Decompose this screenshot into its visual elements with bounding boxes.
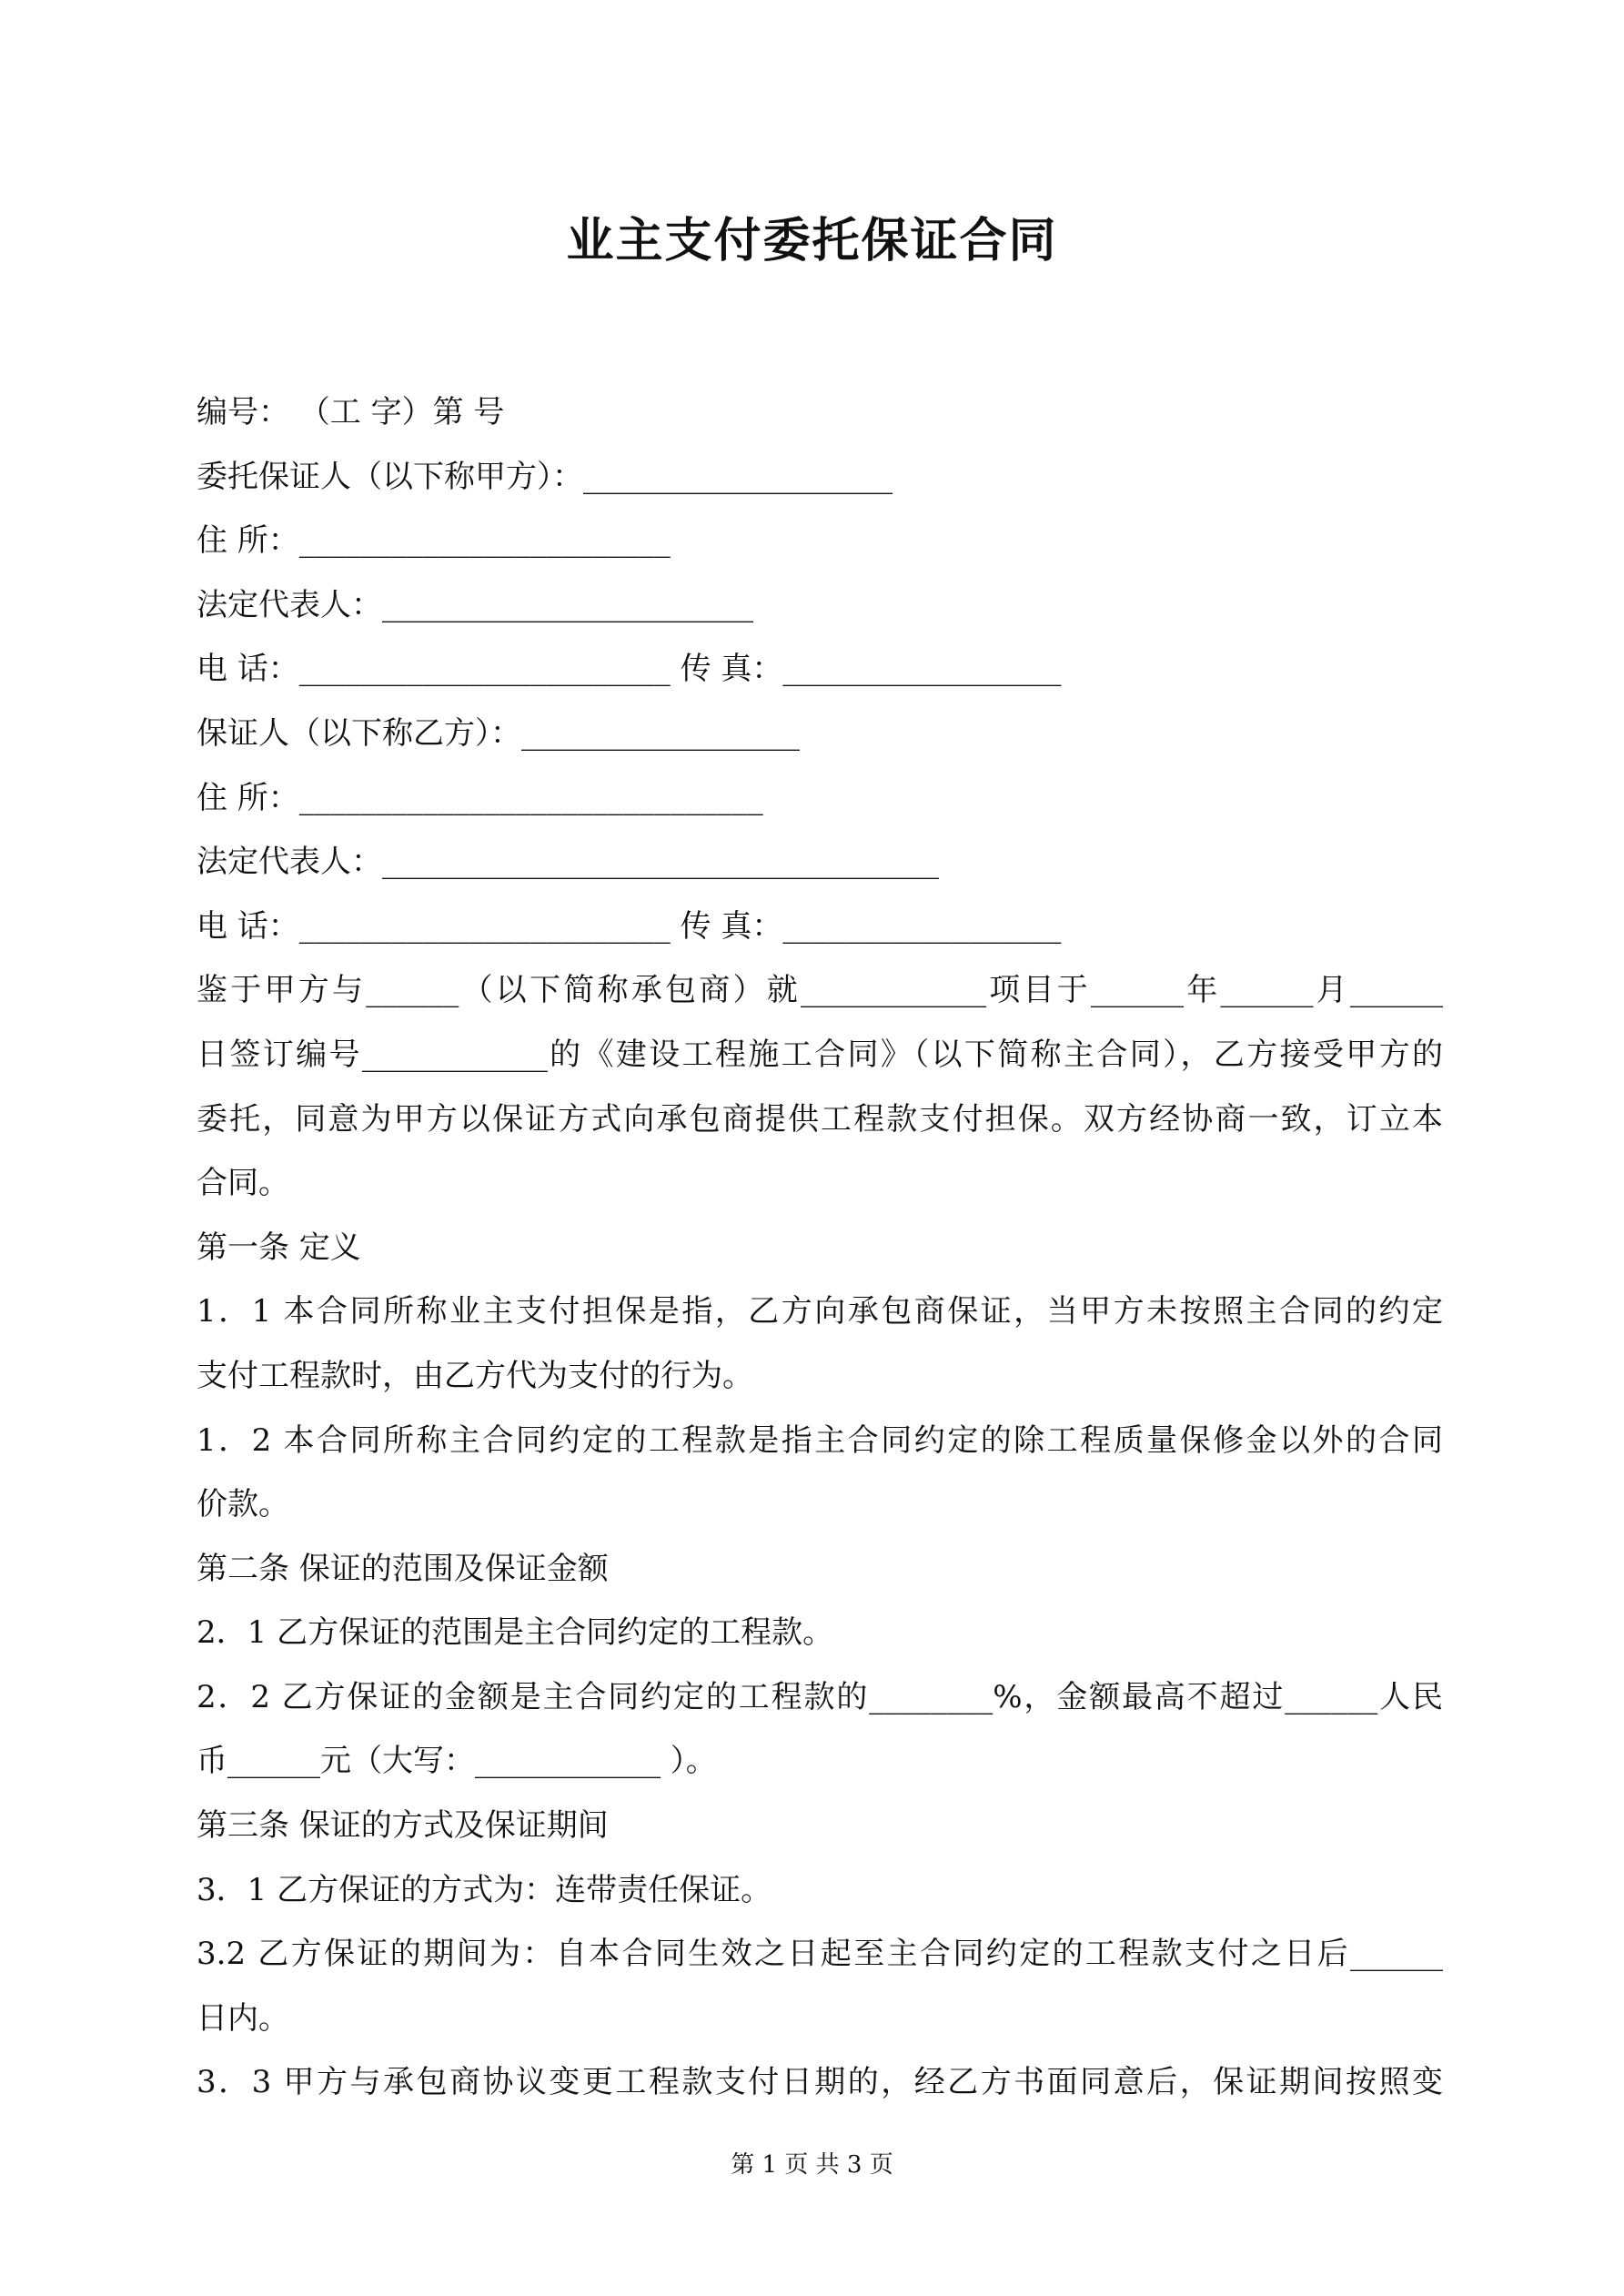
paragraph-line: 委托，同意为甲方以保证方式向承包商提供工程款支付担保。双方经协商一致，订立本: [197, 1100, 1443, 1138]
paragraph-line: 编号： （工 字）第 号: [197, 394, 505, 430]
document-title: 业主支付委托保证合同: [566, 213, 1058, 268]
paragraph-line: 1．2 本合同所称主合同约定的工程款是指主合同约定的除工程质量保修金以外的合同: [197, 1421, 1443, 1459]
paragraph-line: 2．2 乙方保证的金额是主合同约定的工程款的________%，金额最高不超过______人民: [197, 1678, 1443, 1715]
paragraph-line: 鉴于甲方与______（以下简称承包商）就____________项目于______年______月______: [197, 972, 1443, 1009]
paragraph-line: 第三条 保证的方式及保证期间: [197, 1807, 609, 1845]
paragraph-line: 日签订编号____________的《建设工程施工合同》（以下简称主合同），乙方接受甲方的: [197, 1036, 1443, 1073]
paragraph-line: 住 所：________________________: [197, 522, 671, 560]
document-body: [197, 380, 1443, 2115]
paragraph-line: 价款。: [197, 1486, 289, 1523]
page-number: 第 1 页 共 3 页: [731, 2151, 893, 2179]
paragraph-line: 法定代表人：____________________________________: [197, 844, 939, 881]
paragraph-line: 币______元（大写：____________ ）。: [197, 1743, 717, 1780]
paragraph-line: 第二条 保证的范围及保证金额: [197, 1550, 609, 1587]
paragraph-line: 第一条 定义: [197, 1229, 361, 1266]
paragraph-line: 合同。: [197, 1165, 289, 1202]
paragraph-line: 日内。: [197, 1999, 289, 2037]
paragraph-line: 法定代表人：________________________: [197, 586, 753, 623]
paragraph-line: 3．3 甲方与承包商协议变更工程款支付日期的，经乙方书面同意后，保证期间按照变: [197, 2064, 1443, 2101]
paragraph-line: 电 话：________________________ 传 真：__________________: [197, 651, 1062, 688]
paragraph-line: 委托保证人（以下称甲方）：____________________: [197, 458, 893, 495]
paragraph-line: 2．1 乙方保证的范围是主合同约定的工程款。: [197, 1614, 834, 1652]
paragraph-line: 保证人（以下称乙方）：__________________: [197, 714, 800, 752]
paragraph-line: 1．1 本合同所称业主支付担保是指，乙方向承包商保证，当甲方未按照主合同的约定: [197, 1293, 1443, 1330]
paragraph-line: 电 话：________________________ 传 真：__________________: [197, 907, 1062, 945]
paragraph-line: 支付工程款时，由乙方代为支付的行为。: [197, 1357, 753, 1394]
paragraph-line: 3．1 乙方保证的方式为：连带责任保证。: [197, 1871, 772, 1908]
paragraph-line: 3.2 乙方保证的期间为：自本合同生效之日起至主合同约定的工程款支付之日后______: [197, 1936, 1443, 1973]
paragraph-line: 住 所：______________________________: [197, 779, 763, 816]
